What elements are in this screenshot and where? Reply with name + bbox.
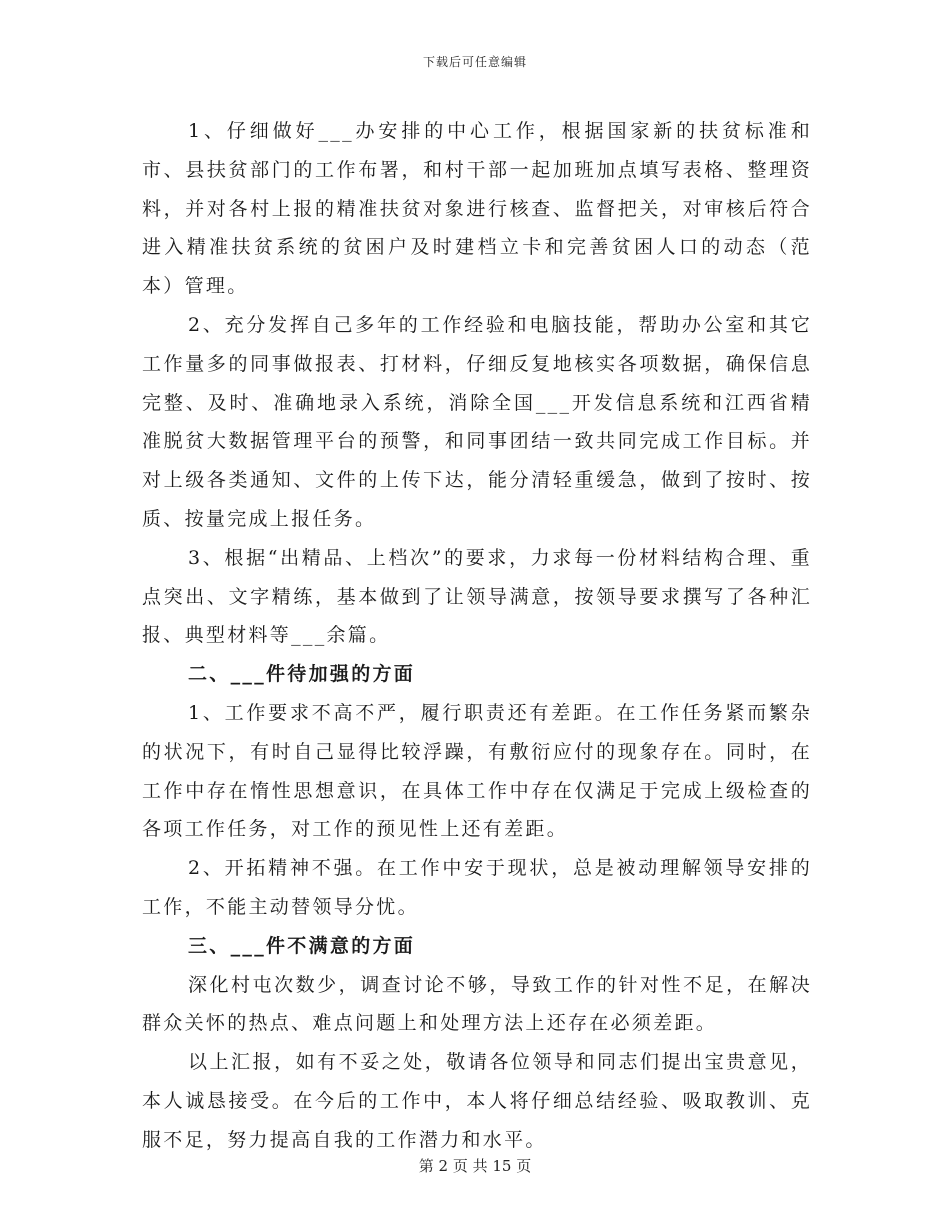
paragraph-3: 3、根据“出精品、上档次”的要求，力求每一份材料结构合理、重点突出、文字精练，基本做到了让领导满意，按领导要求撰写了各种汇报、典型材料等___余篇。 (142, 546, 812, 647)
paragraph-4: 1、工作要求不高不严，履行职责还有差距。在工作任务紧而繁杂的状况下，有时自己显得比较浮躁，有敷衍应付的现象存在。同时，在工作中存在惰性思想意识，在具体工作中存在仅满足于完成上级检查的各项工作任务，对工作的预见性上还有差距。 (142, 701, 812, 841)
section-heading-3: 三、___件不满意的方面 (188, 934, 416, 957)
paragraph-6: 深化村屯次数少，调查讨论不够，导致工作的针对性不足，在解决群众关怀的热点、难点问题上和处理方法上还存在必须差距。 (142, 973, 812, 1035)
page-number: 第 2 页 共 15 页 (418, 1157, 532, 1175)
paragraph-1: 1、仔细做好___办安排的中心工作，根据国家新的扶贫标准和市、县扶贫部门的工作布署，和村干部一起加班加点填写表格、整理资料，并对各村上报的精准扶贫对象进行核查、监督把关，对审核后符合进入精准扶贫系统的贫困户及时建档立卡和完善贫困人口的动态（范本）管理。 (142, 120, 812, 298)
section-heading-2: 二、___件待加强的方面 (188, 663, 416, 686)
paragraph-5: 2、开拓精神不强。在工作中安于现状，总是被动理解领导安排的工作，不能主动替领导分忧。 (142, 857, 812, 918)
paragraph-2: 2、充分发挥自己多年的工作经验和电脑技能，帮助办公室和其它工作量多的同事做报表、打材料，仔细反复地核实各项数据，确保信息完整、及时、准确地录入系统，消除全国___开发信息系统和江西省精准脱贫大数据管理平台的预警，和同事团结一致共同完成工作目标。并对上级各类通知、文件的上传下达，能分清轻重缓急，做到了按时、按质、按量完成上报任务。 (142, 313, 812, 530)
paragraph-7: 以上汇报，如有不妥之处，敬请各位领导和同志们提出宝贵意见，本人诚恳接受。在今后的工作中，本人将仔细总结经验、吸取教训、克服不足，努力提高自我的工作潜力和水平。 (142, 1051, 812, 1151)
page-header: 下载后可任意编辑 (422, 55, 527, 69)
document-body (142, 112, 812, 1160)
